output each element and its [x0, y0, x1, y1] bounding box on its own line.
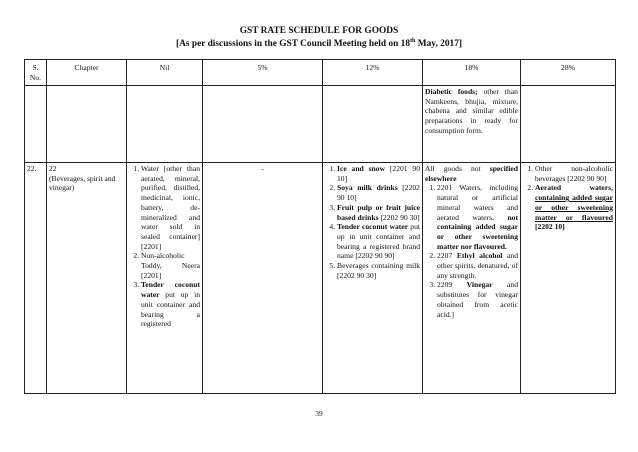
- r12-item-2: [337, 183, 420, 202]
- page-number: 39: [315, 409, 323, 418]
- cell-empty: [127, 86, 203, 163]
- r12-item-5: 5. Beverages containing milk [2202 90 30]: [337, 261, 420, 280]
- r28-item-1: 1. Other non-alcoholic beverages [2202 90 90]: [535, 164, 613, 183]
- nil-item-3: [141, 280, 200, 329]
- cell-rate-5: -: [203, 163, 323, 394]
- cell-empty: [521, 86, 616, 163]
- header-sno-line1: S.: [32, 63, 39, 72]
- nil-item-3-text: put up in unit container and bearing a registered: [141, 290, 200, 329]
- nil-item-1: 1. Water [other than aerated, mineral, purified, distilled, medicinal, ionic, battery, de-mineralized and water sold in sealed container] [2201]: [141, 164, 200, 251]
- r28-item-2-underlined: containing added sugar or other sweetening matter or flavoured: [535, 193, 613, 222]
- table-row-22: [25, 163, 616, 394]
- r18-intro-text: All goods not: [425, 164, 490, 173]
- header-sno: [25, 60, 47, 86]
- subtitle-superscript: th: [410, 37, 416, 44]
- r12-item-4-bold: Tender coconut water: [337, 222, 409, 232]
- table-row-continued: [25, 86, 616, 163]
- header-rate-5: 5%: [203, 60, 323, 86]
- header-nil: Nil: [127, 60, 203, 86]
- gst-rate-table: [24, 59, 616, 394]
- r28-item-2-code: [2202 10]: [535, 222, 565, 232]
- r18-intro-bold: specified elsewhere: [425, 164, 518, 183]
- document-title: GST RATE SCHEDULE FOR GOODS: [239, 26, 399, 36]
- diabetic-foods-label: Diabetic foods;: [425, 87, 478, 96]
- r18-item-3-text: and substitutes for vinegar obtained from acetic acid.]: [437, 280, 518, 319]
- r12-item-3: [337, 203, 420, 222]
- r18-item-1-bold: not containing added sugar or other sweetening matter nor flavoured.: [437, 212, 518, 251]
- r12-item-1: [337, 164, 420, 183]
- cell-empty: [203, 86, 323, 163]
- chapter-number: 22: [49, 164, 57, 173]
- header-rate-18: 18%: [423, 60, 521, 86]
- header-sno-line2: No.: [29, 72, 42, 82]
- r28-item-2-bold: Aerated waters,: [535, 183, 613, 193]
- r18-item-1: [437, 183, 518, 251]
- r18-item-3-code: 2209: [437, 280, 467, 290]
- r12-item-2-bold: Soya milk drinks: [337, 183, 398, 193]
- r12-item-2-text: [2202 90 10]: [337, 183, 420, 203]
- r12-item-4: [337, 222, 420, 261]
- subtitle-text-end: May, 2017]: [415, 39, 463, 49]
- nil-item-3-bold: Tender coconut water: [141, 280, 200, 300]
- cell-empty: [47, 86, 127, 163]
- header-rate-12: 12%: [323, 60, 423, 86]
- cell-nil: [127, 163, 203, 394]
- r12-item-3-bold: Fruit pulp or fruit juice based drinks: [337, 202, 420, 222]
- cell-empty: [323, 86, 423, 163]
- cell-chapter: [47, 163, 127, 394]
- header-rate-28: 28%: [521, 60, 616, 86]
- cell-rate-18: [423, 163, 521, 394]
- subtitle-text: [As per discussions in the GST Council Meeting held on 18: [175, 39, 411, 49]
- cell-empty: [25, 86, 47, 163]
- chapter-description: (Beverages, spirit and vinegar): [49, 173, 116, 193]
- r12-item-1-text: [2201 90 10]: [337, 164, 420, 183]
- nil-item-2: 2. Non-alcoholic Toddy, Neera [2201]: [141, 251, 200, 280]
- cell-sno: 22.: [25, 163, 47, 394]
- r12-item-3-text: [2202 90 30]: [378, 212, 420, 222]
- r18-intro: [425, 164, 518, 183]
- r18-item-2-text: and other spirits, denatured, of any strength.: [437, 251, 518, 280]
- document-subtitle: [0, 38, 638, 50]
- r18-item-1-text: 2201 Waters, including natural or artificial mineral waters and aerated waters,: [437, 183, 518, 222]
- header-chapter: Chapter: [47, 60, 127, 86]
- cell-rate-12: [323, 163, 423, 394]
- r18-item-2-bold: Ethyl alcohol: [456, 251, 503, 261]
- r18-item-2: [437, 251, 518, 280]
- r18-item-3-bold: Vinegar: [466, 280, 493, 290]
- cell-rate-28: [521, 163, 616, 394]
- cell-continued-18: [423, 86, 521, 163]
- r12-item-4-text: put up in unit container and bearing a registered brand name [2202 90 90]: [337, 222, 420, 261]
- diabetic-foods-text: other than Namkeens, bhujia, mixture, chabena and similar edible preparations in ready for consumption form.: [425, 87, 518, 135]
- r28-item-2: [535, 183, 613, 232]
- r12-item-1-bold: Ice and snow: [337, 164, 386, 173]
- r18-item-2-code: 2207: [437, 251, 457, 261]
- table-header-row: [25, 60, 616, 86]
- r18-item-3: [437, 280, 518, 319]
